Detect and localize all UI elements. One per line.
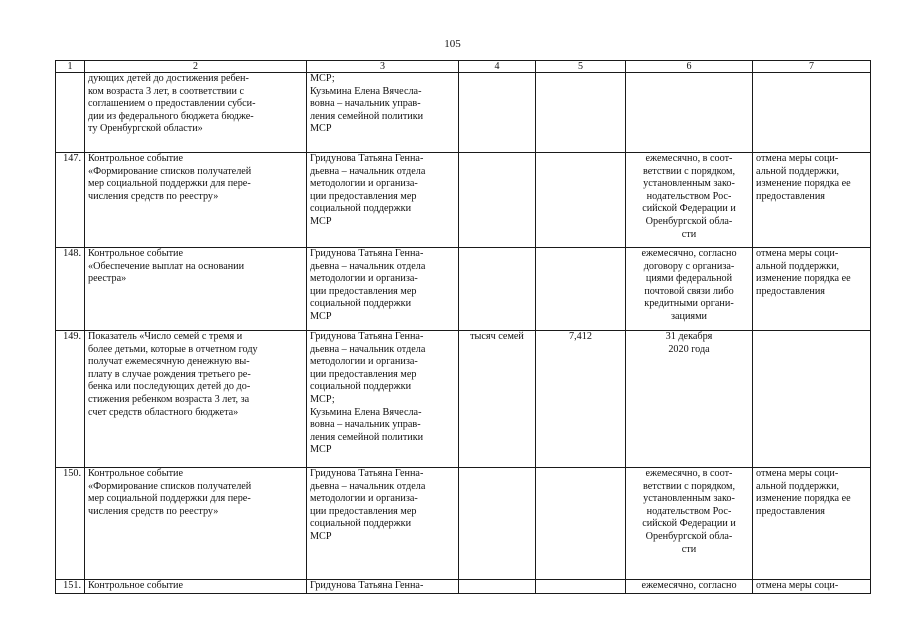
row-number: 147. [56,153,85,248]
column-header: 7 [753,61,871,73]
value-cell: 7,412 [536,331,626,468]
column-header: 1 [56,61,85,73]
responsible-cell: Гридунова Татьяна Генна- дьевна – начальник отдела методологии и организа- ции предоставления мер социальной поддержки МСР [307,468,459,580]
responsible-cell: Гридунова Татьяна Генна- дьевна – начальник отдела методологии и организа- ции предоставления мер социальной поддержки МСР [307,248,459,331]
event-cell: Контрольное событие «Формирование списков получателей мер социальной поддержки для пере- числения средств по реестру» [85,468,307,580]
value-cell [536,468,626,580]
deadline-cell: 31 декабря 2020 года [626,331,753,468]
column-header: 5 [536,61,626,73]
event-cell: дующих детей до достижения ребен- ком возраста 3 лет, в соответствии с соглашением о предоставлении субси- дии из федерального бюджета бюдже- ту Оренбургской области» [85,73,307,153]
responsible-cell: Гридунова Татьяна Генна- дьевна – начальник отдела методологии и организа- ции предоставления мер социальной поддержки МСР; Кузьмина Елена Вячесла- вовна – начальник управ- ления семейной политики МСР [307,331,459,468]
unit-cell [459,153,536,248]
responsible-cell: МСР; Кузьмина Елена Вячесла- вовна – начальник управ- ления семейной политики МСР [307,73,459,153]
column-header: 2 [85,61,307,73]
row-number [56,73,85,153]
event-cell: Контрольное событие «Обеспечение выплат на основании реестра» [85,248,307,331]
event-cell: Показатель «Число семей с тремя и более детьми, которые в отчетном году получат ежемесячную денежную вы- плату в случае рождения третьего ре- бенка или последующих детей до до- стижения ребенком возраста 3 лет, за счет средств областного бюджета» [85,331,307,468]
value-cell [536,580,626,594]
note-cell: отмена меры соци- альной поддержки, изменение порядка ее предоставления [753,468,871,580]
note-cell: отмена меры соци- альной поддержки, изменение порядка ее предоставления [753,153,871,248]
unit-cell [459,468,536,580]
responsible-cell: Гридунова Татьяна Генна- дьевна – начальник отдела методологии и организа- ции предоставления мер социальной поддержки МСР [307,153,459,248]
table-row [56,468,871,580]
row-number: 151. [56,580,85,594]
unit-cell [459,248,536,331]
unit-cell [459,580,536,594]
note-cell [753,73,871,153]
value-cell [536,73,626,153]
deadline-cell: ежемесячно, согласно [626,580,753,594]
table-row [56,153,871,248]
deadline-cell: ежемесячно, в соот- ветствии с порядком, установленным зако- нодательством Рос- сийской Федерации и Оренбургской обла- сти [626,468,753,580]
column-header: 6 [626,61,753,73]
unit-cell [459,73,536,153]
plan-table [55,60,871,594]
responsible-cell: Гридунова Татьяна Генна- [307,580,459,594]
table-row [56,248,871,331]
row-number: 148. [56,248,85,331]
page-number: 105 [444,38,461,50]
value-cell [536,153,626,248]
note-cell: отмена меры соци- альной поддержки, изменение порядка ее предоставления [753,248,871,331]
deadline-cell [626,73,753,153]
event-cell: Контрольное событие «Формирование списков получателей мер социальной поддержки для пере- числения средств по реестру» [85,153,307,248]
unit-cell: тысяч семей [459,331,536,468]
row-number: 149. [56,331,85,468]
event-cell: Контрольное событие [85,580,307,594]
header-row [56,61,871,73]
column-header: 4 [459,61,536,73]
row-number: 150. [56,468,85,580]
column-header: 3 [307,61,459,73]
table-row [56,331,871,468]
note-cell: отмена меры соци- [753,580,871,594]
table-row [56,580,871,594]
deadline-cell: ежемесячно, согласно договору с организа- циями федеральной почтовой связи либо кредитными органи- зациями [626,248,753,331]
deadline-cell: ежемесячно, в соот- ветствии с порядком, установленным зако- нодательством Рос- сийской Федерации и Оренбургской обла- сти [626,153,753,248]
table-row [56,73,871,153]
value-cell [536,248,626,331]
note-cell [753,331,871,468]
